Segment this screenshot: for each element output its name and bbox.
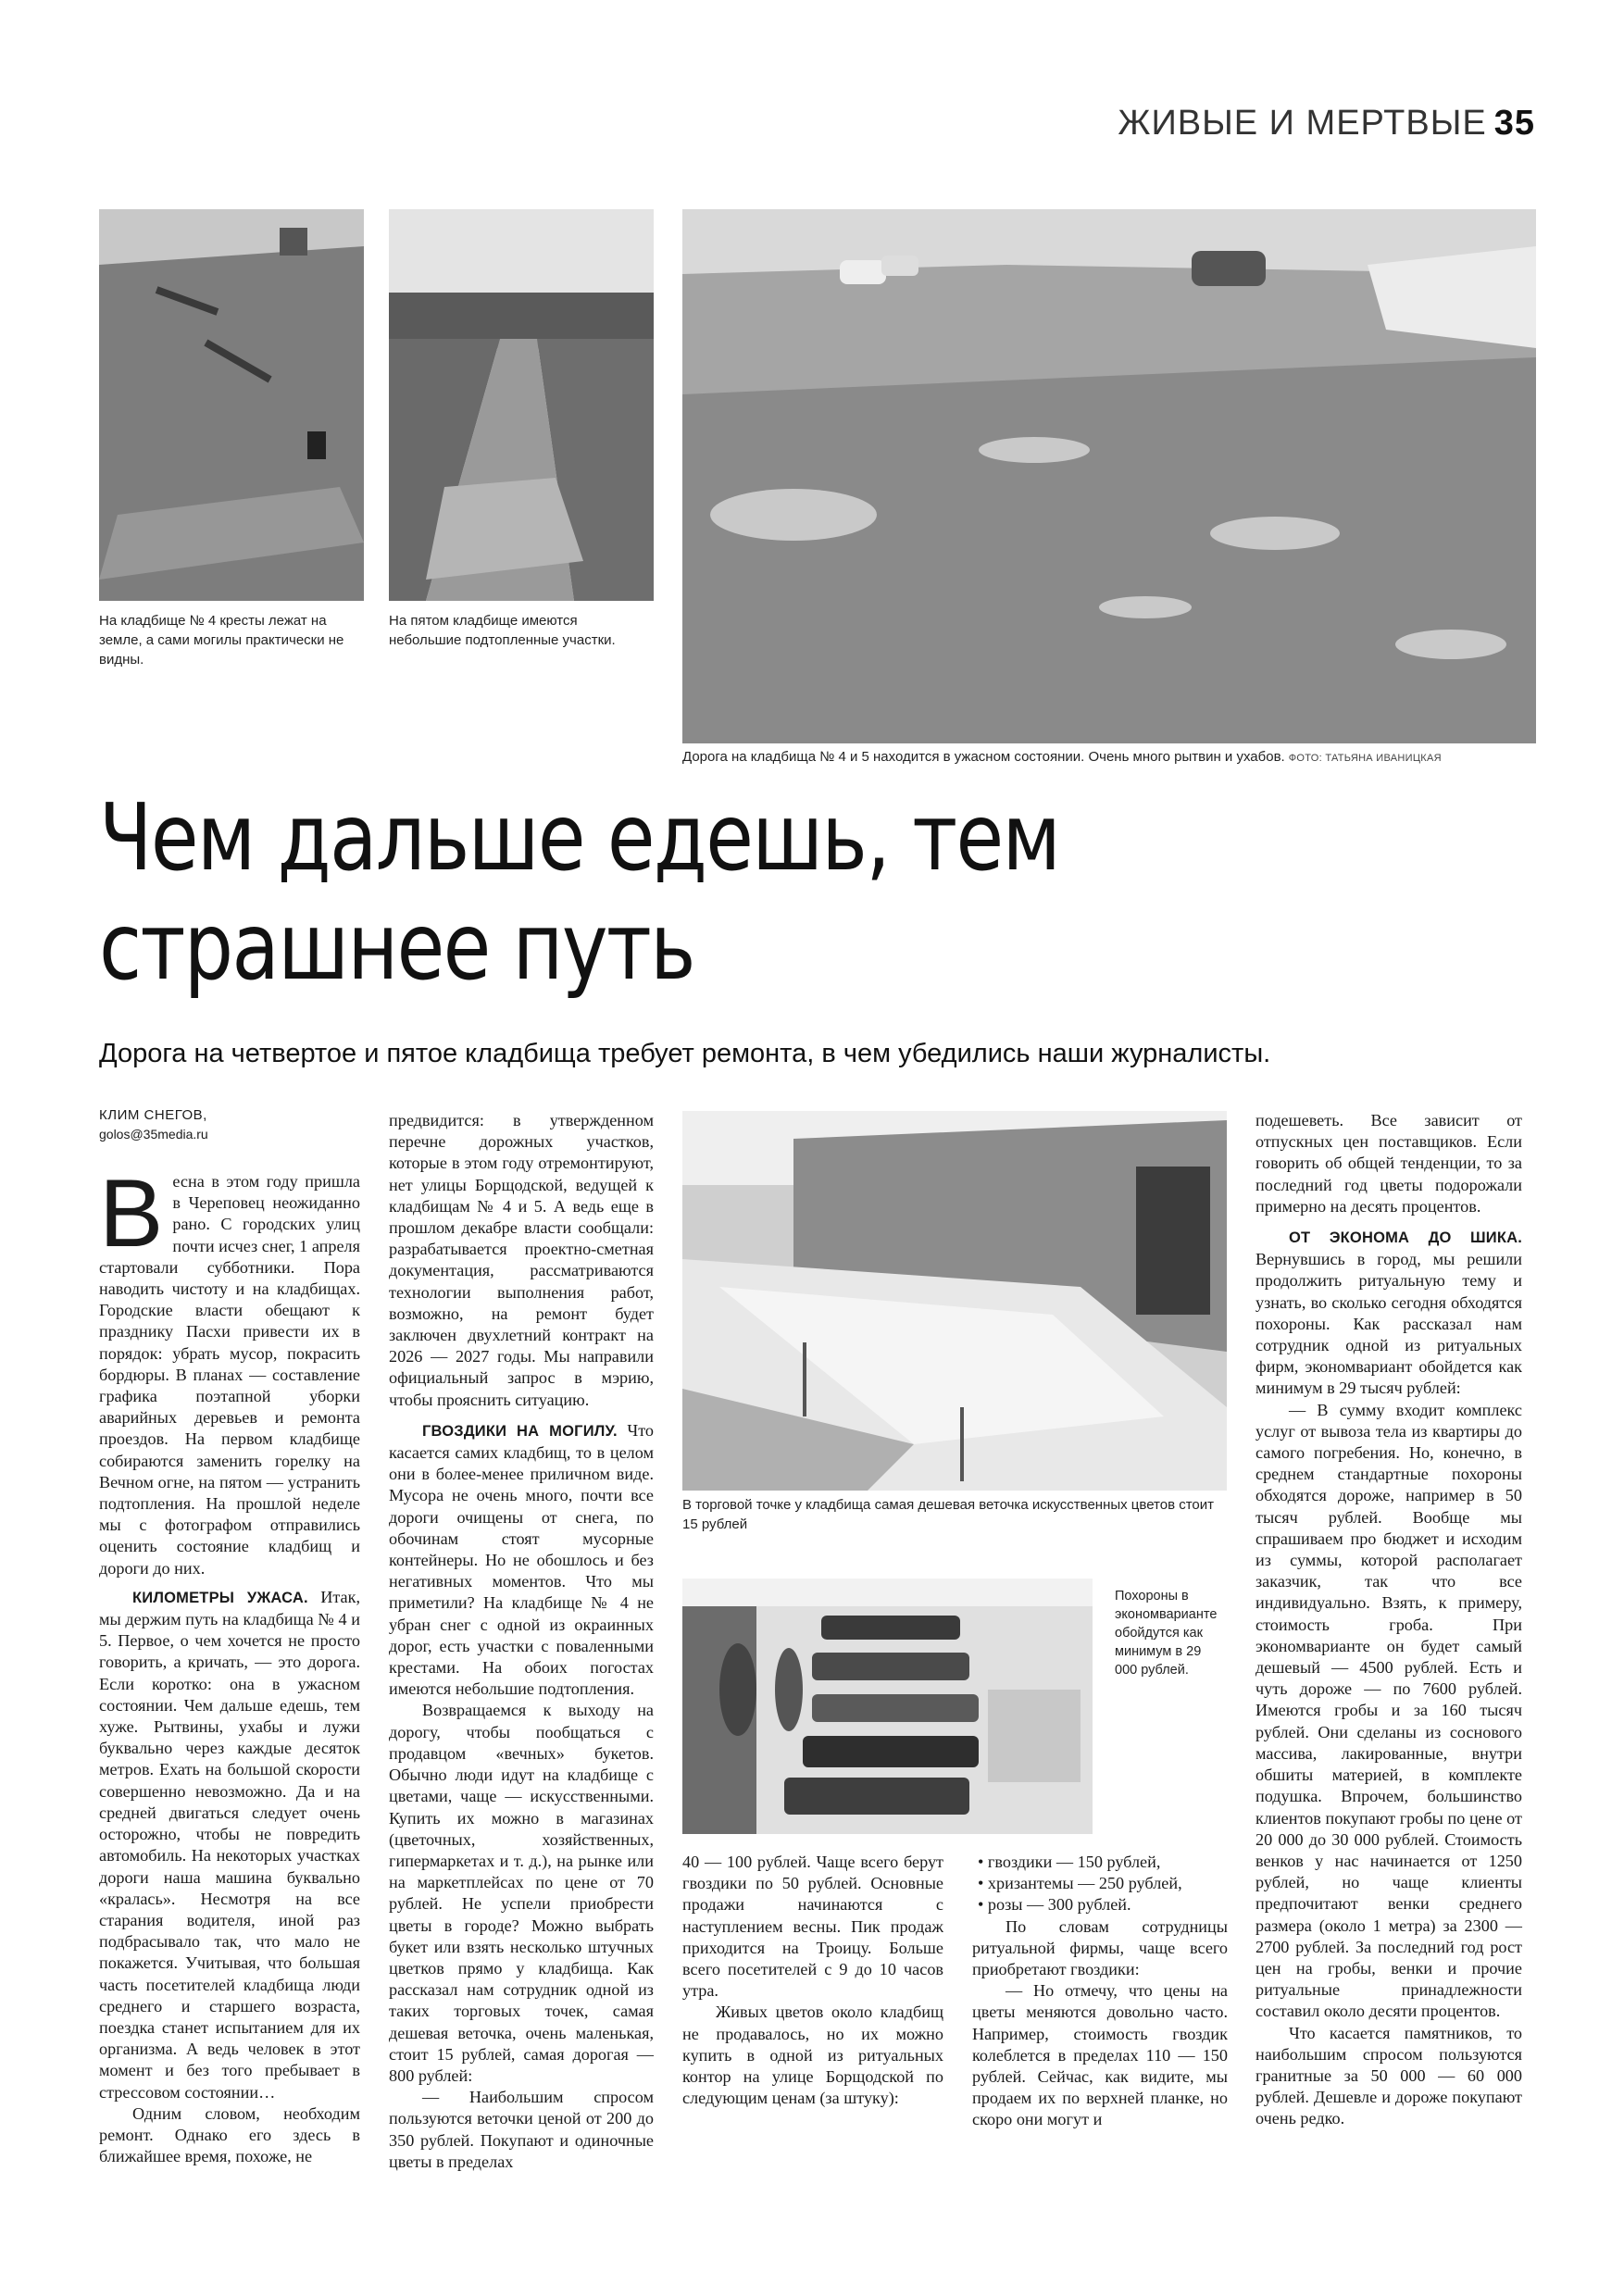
price-list [972,1852,1228,1916]
paragraph: — Но отмечу, что цены на цветы меняются довольно часто. Например, стоимость гвоздик колеблется в пределах 110 — 150 рублей. Сейчас, как видите, мы продаем их по верхней планке, но скоро они могут и [972,1981,1228,2129]
page-number: 35 [1493,104,1535,143]
column-3 [682,1852,943,2109]
photo-road [682,209,1536,743]
photo-coffins [682,1578,1093,1834]
subhead-economy: ОТ ЭКОНОМА ДО ШИКА. [1289,1229,1522,1247]
drop-cap: В [99,1160,164,1267]
paragraph: — Наибольшим спросом пользуются веточки ценой от 200 до 350 рублей. Покупают и одиночные цветы в пределах [389,2088,654,2171]
paragraph: Что касается памятников, то наибольшим спросом пользуются гранитные за 50 000 — 60 000 рублей. Дешевле и дороже покупают очень редко. [1255,2023,1522,2128]
lead-paragraph: Дорога на четвертое и пятое кладбища требует ремонта, в чем убедились наши журналисты. [99,1039,1271,1068]
paragraph: Одним словом, необходим ремонт. Однако его здесь в ближайшее время, похоже, не [99,2103,360,2166]
photo-flower-stall [682,1111,1227,1491]
paragraph: ОТ ЭКОНОМА ДО ШИКА. Вернувшись в город, мы решили продолжить ритуальную тему и узнать, во сколько сегодня обходятся похороны. Как рассказал нам сотрудник одной из ритуальных фирм, экономвариант обойдется как минимум в 29 тысяч рублей: [1255,1229,1522,1398]
photo-credit: ФОТО: ТАТЬЯНА ИВАНИЦКАЯ [1288,753,1442,764]
column-5 [1255,1110,1522,2130]
paragraph: ГВОЗДИКИ НА МОГИЛУ. Что касается самих кладбищ, то в целом они в более-менее приличном виде. Мусора не очень много, почти все дороги очищены от снега, по обочинам стоят мусорные контейнеры. Но не обошлось и без негативных моментов. Что мы приметили? На кладбище № 4 не убран снег с одной из окраинных дорог, есть участки с поваленными крестами. На обоих погостах имеются небольшие подтопления. [389,1420,655,1699]
caption-coffins: Похороны в экономварианте обойдутся как минимум в 29 000 рублей. [1115,1589,1218,1678]
author-email: golos@35media.ru [99,1127,208,1142]
paragraph: Возвращаемся к выходу на дорогу, чтобы пообщаться с продавцом «вечных» букетов. Обычно люди идут на кладбище с цветами, чаще — искусственными. Купить их можно в магазинах (цветочных, хозяйственных, гипермаркетах и т. д.), на рынке или на маркетплейсах по цене от 70 рублей. Не успели приобрести цветы в городе? Можно выбрать букет или взять несколько штучных цветков прямо у кладбища. Как рассказал нам сотрудник одной из таких торговых точек, самая дешевая веточка, очень маленькая, стоит 15 рублей, самая дорогая — 800 рублей: [389,1701,654,2085]
caption-road [682,747,1536,768]
paragraph: Живых цветов около кладбищ не продавалось, но их можно купить в одной из ритуальных контор на улице Борщодской по следующим ценам (за штуку): [682,2003,943,2108]
section-title: ЖИВЫЕ И МЕРТВЫЕ [1118,104,1487,143]
headline-line-1: Чем дальше едешь, тем [99,783,1060,892]
column-1 [99,1106,360,2167]
column-4 [972,1852,1228,2131]
subhead-kilometers: КИЛОМЕТРЫ УЖАСА. [132,1589,308,1606]
paragraph: — В сумму входит комплекс услуг от вывоза тела из квартиры до самого погребения. Но, конечно, в среднем стандартные похороны обходятся дороже, например в 50 тысяч рублей. Вообще мы спрашиваем про бюджет и исходим из суммы, которой располагает заказчик, так что все индивидуально. Взять, к примеру, стоимость гроба. При экономварианте он будет самый дешевый — 4500 рублей. Есть и чуть дороже — по 7600 рублей. Имеются гробы и за 160 тысяч рублей. Они сделаны из соснового массива, лакированные, внутри обшиты материей, в комплекте подушка. Впрочем, большинство клиентов покупают гробы по цене от 20 000 до 30 000 рублей. Стоимость венков у нас начинается от 1250 рублей, но чаще клиенты предпочитают венки среднего размера (около 1 метра) за 2300 — 2700 рублей. За последний год рост цен на гробы, венки и прочие ритуальные принадлежности составил около десяти процентов. [1255,1400,1522,2021]
list-item: • хризантемы — 250 рублей, [972,1873,1228,1894]
headline [99,783,1188,1002]
caption-cemetery-5: На пятом кладбище имеются небольшие подтопленные участки. [389,613,616,648]
column-2 [389,1110,654,2173]
paragraph: Весна в этом году пришла в Череповец неожиданно рано. С городских улиц почти исчез снег, 1 апреля стартовали субботники. Пора наводить чистоту и на кладбищах. Городские власти обещают к празднику Пасхи привести их в порядок: убрать мусор, покрасить бордюры. В планах — составление графика поэтапной уборки аварийных деревьев и ремонта проездов. На первом кладбище собираются заменить горелку на Вечном огне, на пятом — устранить подтопления. На прошлой неделе мы с фотографом отправились оценить состояние кладбищ и дороги до них. [99,1160,360,1578]
paragraph: предвидится: в утвержденном перечне дорожных участков, которые в этом году отремонтируют, нет улицы Борщодской, ведущей к кладбищам № 4 и 5. А ведь еще в прошлом декабре власти сообщали: разрабатывается проектно-сметная документация, рассматриваются технологии выполнения работ, возможно, на ремонт будет заключен двухлетний контракт на 2026 — 2027 годы. Мы направили официальный запрос в мэрию, чтобы прояснить ситуацию. [389,1111,654,1409]
caption-road-text: Дорога на кладбища № 4 и 5 находится в ужасном состоянии. Очень много рытвин и ухабов. [682,749,1285,765]
paragraph: КИЛОМЕТРЫ УЖАСА. Итак, мы держим путь на кладбища № 4 и 5. Первое, о чем хочется не просто говорить, а кричать, — это дорога. Если коротко: она в ужасном состоянии. Чем дальше едешь, тем хуже. Рытвины, ухабы и лужи буквально через каждые десяток метров. Ехать на большой скорости совершенно невозможно. Да и на средней двигаться следует очень осторожно, чтобы не повредить автомобиль. На некоторых участках дороги наша машина буквально «кралась». Несмотря на все старания водителя, иной раз подбрасывало так, что мало не покажется. Учитывая, что большая часть посетителей кладбища люди среднего и старшего возраста, поездка станет испытанием для их организма. А ведь человек в этот момент и без того пребывает в стрессовом состоянии… [99,1587,360,2102]
paragraph: 40 — 100 рублей. Чаще всего берут гвоздики по 50 рублей. Основные продажи начинаются с наступлением весны. Пик продаж приходится на Троицу. Больше всего посетителей с 9 до 10 часов утра. [682,1853,943,2001]
photo-cemetery-4 [99,209,364,601]
paragraph: По словам сотрудницы ритуальной фирмы, чаще всего приобретают гвоздики: [972,1916,1228,1979]
section-header [1118,104,1535,144]
caption-cemetery-4: На кладбище № 4 кресты лежат на земле, а сами могилы практически не видны. [99,613,344,668]
caption-flower-stall: В торговой точке у кладбища самая дешевая веточка искусственных цветов стоит 15 рублей [682,1497,1215,1532]
author-name: КЛИМ СНЕГОВ, [99,1107,207,1123]
photo-cemetery-5 [389,209,654,601]
headline-line-2: страшнее путь [99,892,694,1001]
paragraph: подешеветь. Все зависит от отпускных цен поставщиков. Если говорить об общей тенденции, то за последний год цветы подорожали примерно на десять процентов. [1255,1111,1522,1216]
subhead-carnations: ГВОЗДИКИ НА МОГИЛУ. [422,1422,618,1440]
byline [99,1106,360,1143]
list-item: • гвоздики — 150 рублей, [972,1852,1228,1873]
list-item: • розы — 300 рублей. [972,1894,1228,1915]
